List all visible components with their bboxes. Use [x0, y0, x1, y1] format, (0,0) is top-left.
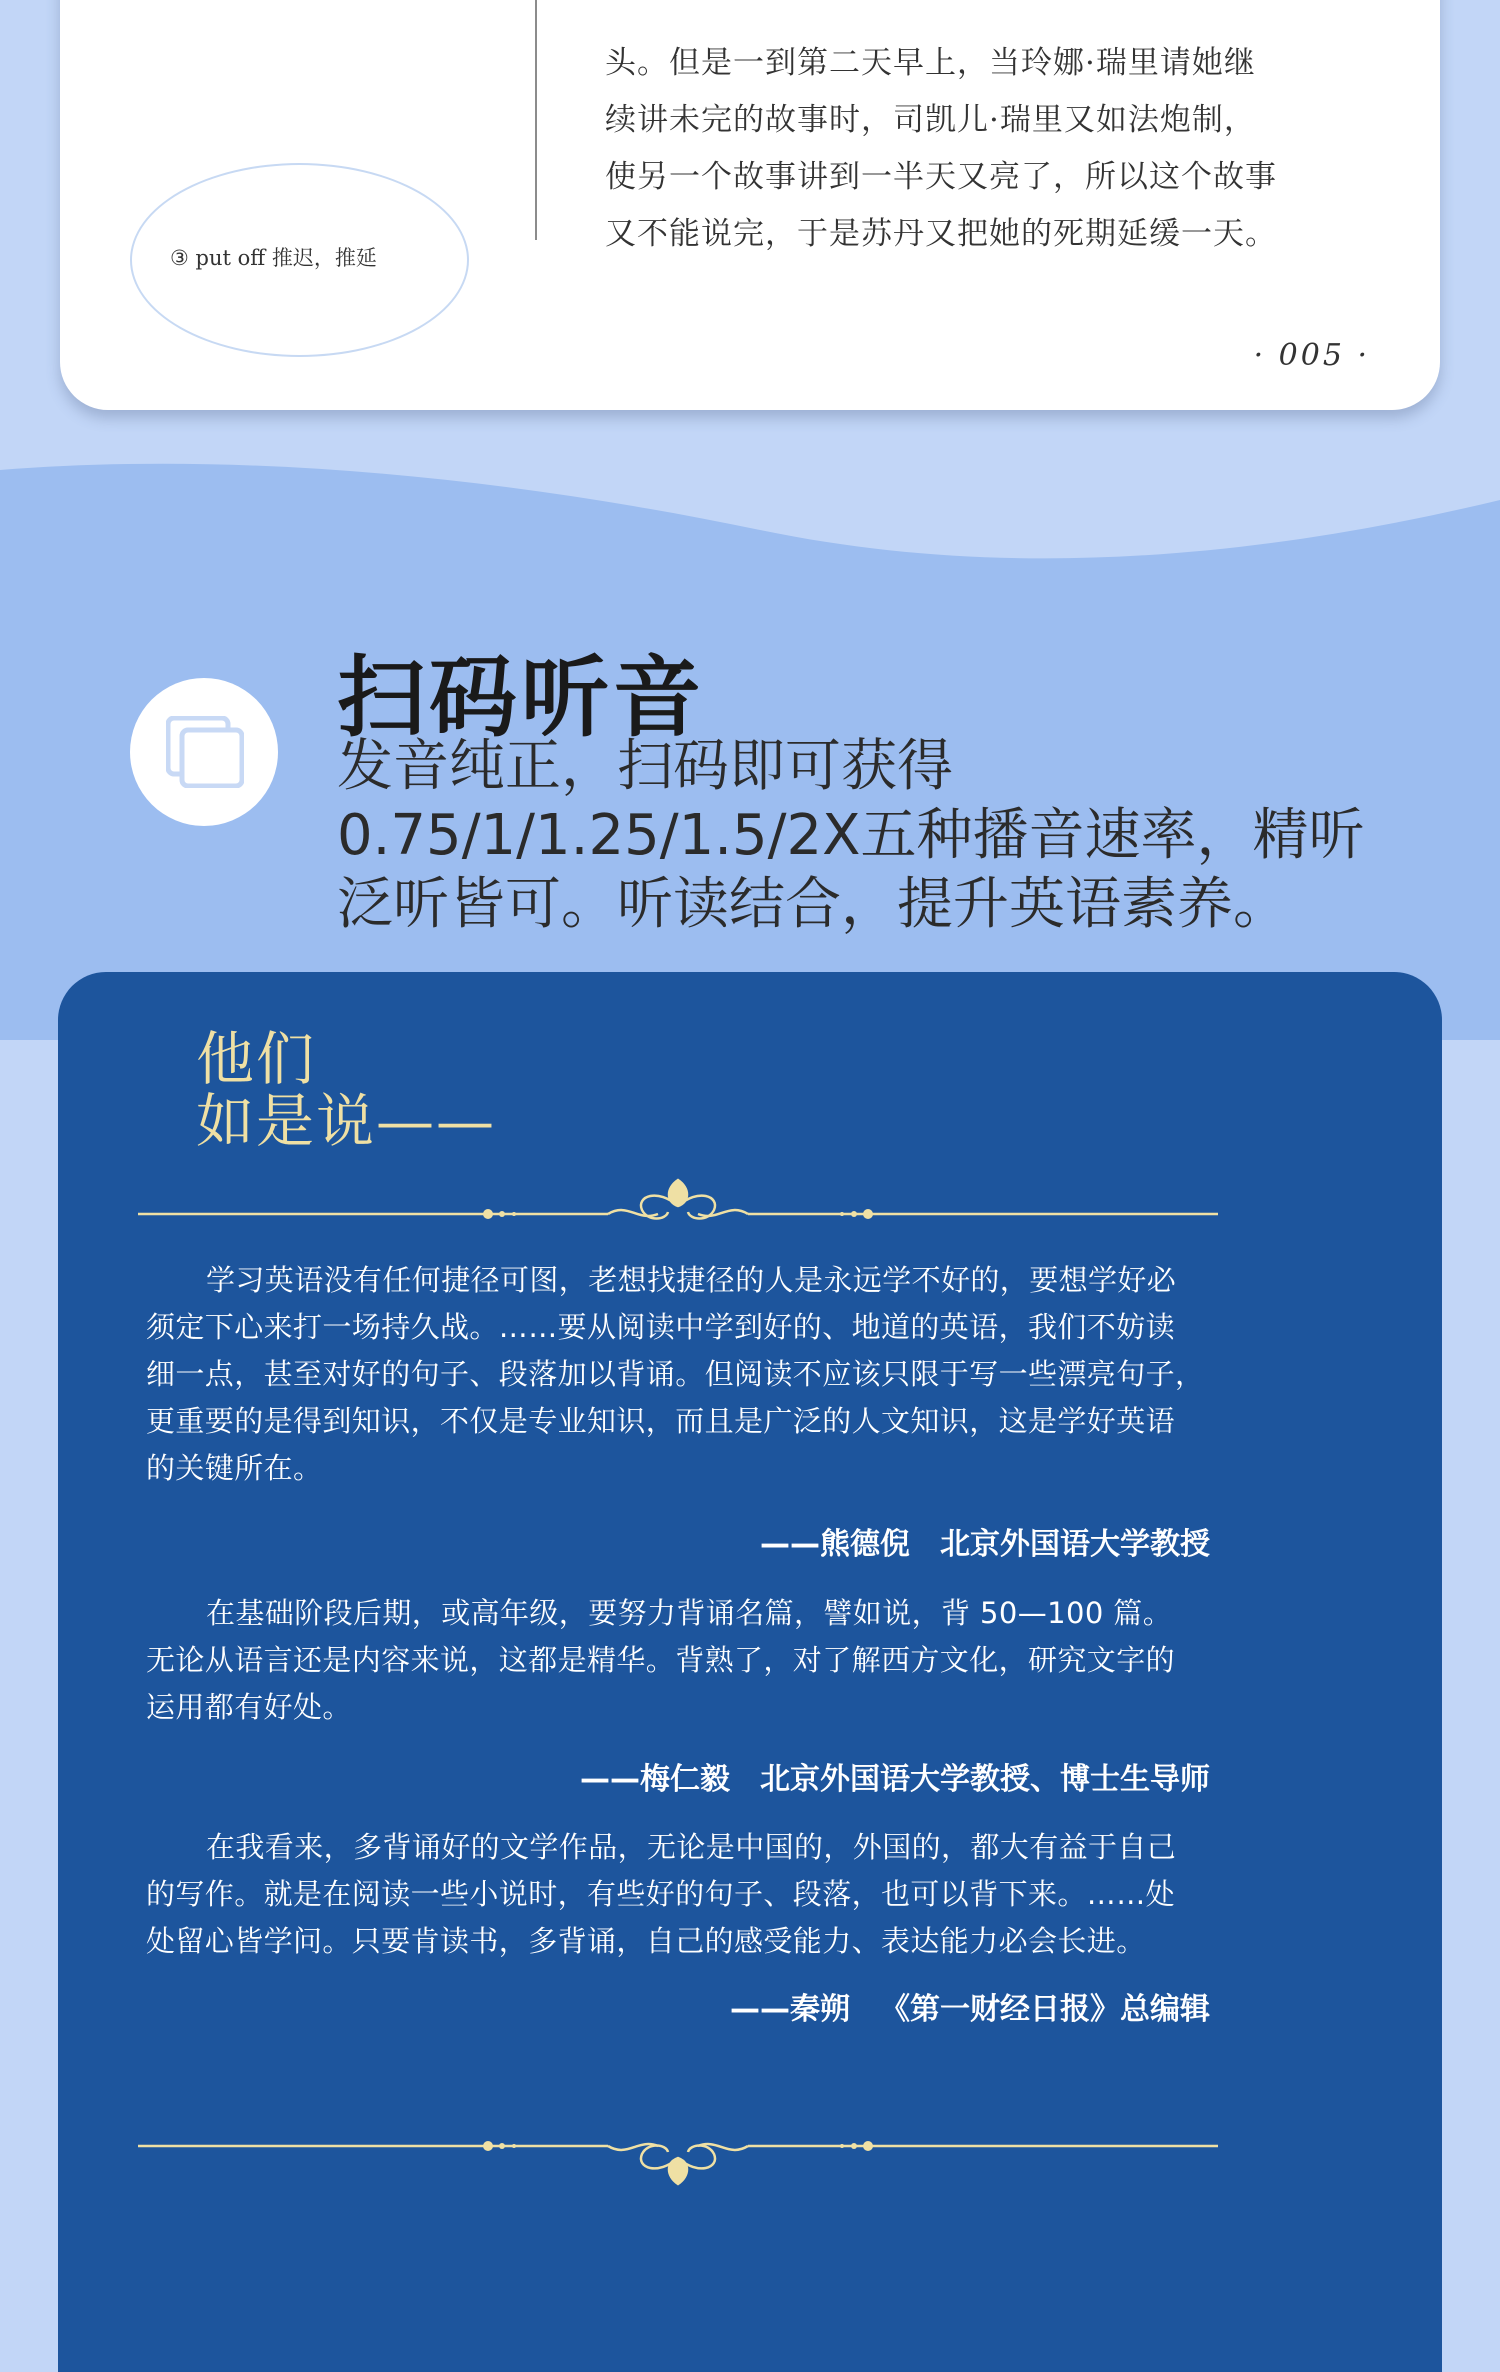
- quote-3-body: [146, 1824, 1268, 1965]
- quote-line: 学习英语没有任何捷径可图，老想找捷径的人是永远学不好的，要想学好必: [206, 1263, 1177, 1297]
- quote-1-body: [146, 1257, 1268, 1492]
- quote-author: ——梅仁毅: [580, 1762, 730, 1797]
- quote-line: 的写作。就是在阅读一些小说时，有些好的句子、段落，也可以背下来。……处: [146, 1877, 1176, 1911]
- scan-title: 扫码听音: [337, 646, 706, 749]
- quote-line: 处留心皆学问。只要肯读书，多背诵，自己的感受能力、表达能力必会长进。: [146, 1924, 1146, 1958]
- story-line: 续讲未完的故事时，司凯儿·瑞里又如法炮制，: [605, 102, 1256, 138]
- scan-description: [337, 732, 1437, 939]
- quote-author: ——熊德倪: [760, 1527, 910, 1562]
- scan-description-line: 泛听皆可。听读结合，提升英语素养。: [337, 872, 1289, 937]
- quote-line: 细一点，甚至对好的句子、段落加以背诵。但阅读不应该只限于写一些漂亮句子，: [146, 1357, 1205, 1391]
- quote-line: 须定下心来打一场持久战。……要从阅读中学到好的、地道的英语，我们不妨读: [146, 1310, 1176, 1344]
- ornament-divider-bottom: [138, 2122, 1218, 2192]
- quote-line: 在我看来，多背诵好的文学作品，无论是中国的，外国的，都大有益于自己: [206, 1830, 1177, 1864]
- quotes-heading-line: 如是说——: [196, 1087, 497, 1155]
- quote-line: 运用都有好处。: [146, 1690, 352, 1724]
- quote-author-title: 北京外国语大学教授: [940, 1527, 1210, 1562]
- qr-scan-badge: [130, 678, 278, 826]
- quote-line: 更重要的是得到知识，不仅是专业知识，而且是广泛的人文知识，这是学好英语: [146, 1404, 1176, 1438]
- footnote-text: ③ put off 推迟，推延: [170, 246, 377, 270]
- quote-2-attribution: [580, 1754, 1210, 1798]
- page-divider: [535, 0, 537, 240]
- quote-2-body: [146, 1590, 1268, 1731]
- story-text: [605, 0, 1405, 263]
- story-line: 又不能说完，于是苏丹又把她的死期延缓一天。: [605, 216, 1277, 252]
- quote-line: 在基础阶段后期，或高年级，要努力背诵名篇，譬如说，背 50—100 篇。: [206, 1596, 1173, 1630]
- quotes-panel: [58, 972, 1442, 2372]
- quotes-heading-line: 他们: [196, 1025, 317, 1093]
- page-number: · 005 ·: [1253, 338, 1370, 373]
- quote-author-title: 北京外国语大学教授、博士生导师: [760, 1762, 1210, 1797]
- qr-scan-icon: [166, 716, 244, 788]
- quote-1-attribution: [760, 1519, 1210, 1563]
- ornament-divider-top: [138, 1172, 1218, 1232]
- quote-line: 的关键所在。: [146, 1451, 323, 1485]
- quotes-heading: [196, 1025, 497, 1155]
- story-line: 使另一个故事讲到一半天又亮了，所以这个故事: [605, 159, 1277, 195]
- scan-description-line: 发音纯正，扫码即可获得: [337, 734, 953, 799]
- quote-3-attribution: [730, 1984, 1210, 2028]
- scan-description-line: 0.75/1/1.25/1.5/2X五种播音速率，精听: [337, 803, 1365, 868]
- book-page-card: [60, 0, 1440, 410]
- quote-author-title: 《第一财经日报》总编辑: [880, 1992, 1210, 2027]
- story-line: 头。但是一到第二天早上，当玲娜·瑞里请她继: [605, 45, 1256, 81]
- quote-author: ——秦朔: [730, 1992, 850, 2027]
- quote-line: 无论从语言还是内容来说，这都是精华。背熟了，对了解西方文化，研究文字的: [146, 1643, 1176, 1677]
